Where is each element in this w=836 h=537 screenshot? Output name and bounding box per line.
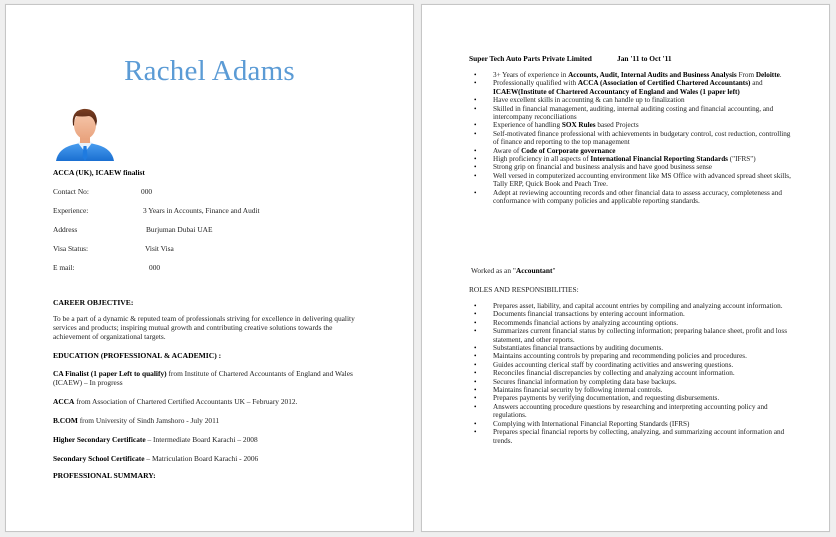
education-item [53,397,368,406]
summary-bullet-item [469,79,794,96]
education-item [53,369,368,387]
bullet-text: Experience of handling [493,121,562,130]
responsibility-item: • Guides accounting clerical staff by coordinating activities and answering questions. [469,361,794,369]
summary-bullet-item [469,172,794,189]
summary-bullet-item [469,189,794,206]
bullet-text: Adept at reviewing accounting records and other financial data to assess accuracy, completeness and conformance with company policies and applicable reporting standards. [493,188,782,206]
education-item-detail: from University of Sindh Jamshoro - July 2011 [77,416,220,425]
address-label: Address [53,225,78,234]
visa-status-value: Visit Visa [145,244,174,253]
company-name: Super Tech Auto Parts Private Limited [469,54,592,63]
responsibility-item: • Maintains financial security by following internal controls. [469,386,794,394]
bullet-text: Strong grip on financial and business analysis and have good business sense [493,163,712,172]
summary-bullet-item [469,121,794,129]
education-heading: EDUCATION (PROFESSIONAL & ACADEMIC) : [53,351,222,360]
bullet-text: Professionally qualified with [493,79,578,88]
bullet-text: SOX Rules [561,121,596,130]
bullet-text: From [736,71,756,79]
bullet-text: High proficiency in all aspects of [493,155,591,164]
responsibility-item: • Prepares asset, liability, and capital account entries by compiling and analyzing account information. [469,302,794,310]
bullet-text: 3+ Years of experience in [493,71,569,79]
summary-bullet-item [469,71,794,79]
bullet-text: Have excellent skills in accounting & can handle up to finalization [493,96,685,105]
education-item-title: Secondary School Certificate [53,454,145,463]
bullet-text: Self-motivated finance professional with achievements in budgetary control, cost reduction, controlling of finance and reporting to the top management [493,129,791,147]
address-value: Burjuman Dubai UAE [146,225,213,234]
roles-heading: ROLES AND RESPONSIBILITIES: [469,285,579,294]
bullet-text: ICAEW(Institute of Chartered Accountancy of England and Wales (1 paper left) [493,87,740,96]
education-item-detail: from Institute of Chartered Accountants of England and Wales (ICAEW) – In progress [53,369,353,387]
bullet-text: ACCA (Association of Certified Chartered Accountants) [577,79,751,88]
responsibility-item: • Prepares special financial reports by collecting, analyzing, and summarizing account information and trends. [469,428,794,445]
responsibility-item: • Documents financial transactions by entering account information. [469,310,794,318]
career-objective-heading: CAREER OBJECTIVE: [53,298,134,307]
education-item-detail: – Matriculation Board Karachi - 2006 [144,454,259,463]
roles-bullet-list [469,302,794,445]
experience-value: 3 Years in Accounts, Finance and Audit [143,206,260,215]
visa-status-label: Visa Status: [53,244,89,253]
responsibility-item: • Secures financial information by completing data base backups. [469,378,794,386]
summary-bullet-list [469,71,794,206]
professional-summary-heading: PROFESSIONAL SUMMARY: [53,471,156,480]
employment-period: Jan '11 to Oct '11 [617,54,672,63]
bullet-text: Accounts, Audit, Internal Audits and Business Analysis [568,71,737,79]
career-objective-text: To be a part of a dynamic & reputed team of professionals striving for excellence in delivering quality services and products; inspiring mutual growth and contributing creative solutions towards the achievement of organizational targets. [53,314,355,341]
bullet-text: Code of Corporate governance [521,146,616,155]
summary-bullet-item [469,155,794,163]
bullet-text: Well versed in computerized accounting environment like MS Office with advanced spread sheet skills, Tally ERP, Quick Book and Peach Tree. [493,171,791,189]
education-item-title: CA Finalist (1 paper Left to qualify) [53,369,167,378]
bullet-text: . [779,71,782,79]
education-item-detail: from Association of Chartered Certified Accountants UK – February 2012. [74,397,298,406]
education-item-detail: – Intermediate Board Karachi – 2008 [145,435,258,444]
experience-label: Experience: [53,206,89,215]
worked-as-suffix: " [552,266,556,275]
responsibility-item: • Prepares payments by verifying documentation, and requesting disbursements. [469,394,794,402]
qualification-headline: ACCA (UK), ICAEW finalist [53,168,145,177]
email-label: E mail: [53,263,75,272]
email-value: 000 [149,263,161,272]
contact-label: Contact No: [53,187,89,196]
responsibility-item: • Answers accounting procedure questions by researching and interpreting accounting policy and regulations. [469,403,794,420]
education-item-title: Higher Secondary Certificate [53,435,146,444]
person-avatar-icon [54,105,116,161]
contact-value: 000 [141,187,153,196]
summary-bullet-item [469,130,794,147]
responsibility-item: • Recommends financial actions by analyzing accounting options. [469,319,794,327]
worked-as-prefix: Worked as an " [471,266,516,275]
responsibility-item: • Substantiates financial transactions by auditing documents. [469,344,794,352]
education-item-title: B.COM [53,416,78,425]
responsibility-item: • Maintains accounting controls by preparing and recommending policies and procedures. [469,352,794,360]
education-item [53,454,368,463]
responsibility-item: • Reconciles financial discrepancies by collecting and analyzing account information. [469,369,794,377]
bullet-text: based Projects [595,121,639,130]
resume-page-1 [5,4,414,532]
bullet-text: ("IFRS") [727,155,756,164]
bullet-text: and [750,79,763,88]
bullet-text: Skilled in financial management, auditing, internal auditing costing and financial accounting, and intercompany reconciliations [493,104,774,122]
summary-bullet-item [469,96,794,104]
job-title: Accountant [515,266,553,275]
bullet-text: International Financial Reporting Standards [590,155,728,164]
resume-page-2 [421,4,830,532]
education-item [53,416,368,425]
education-item-title: ACCA [53,397,75,406]
summary-bullet-item [469,163,794,171]
bullet-text: Aware of [493,146,522,155]
responsibility-item: • Summarizes current financial status by collecting information; preparing balance sheet, profit and loss statement, and other reports. [469,327,794,344]
worked-as-line [471,266,555,275]
candidate-name: Rachel Adams [124,55,295,87]
summary-bullet-item [469,147,794,155]
bullet-text: Deloitte [755,71,780,79]
responsibility-item: • Complying with International Financial Reporting Standards (IFRS) [469,420,794,428]
summary-bullet-item [469,105,794,122]
education-item [53,435,368,444]
